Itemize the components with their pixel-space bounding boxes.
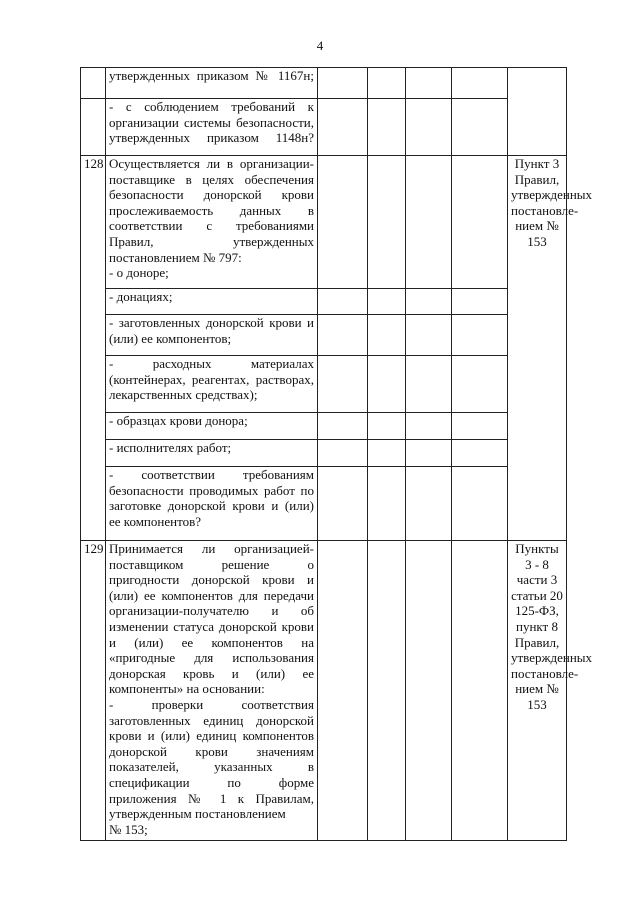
- row-number: 128: [81, 156, 106, 541]
- answer-no-cell: [368, 99, 406, 156]
- question-cell: - исполнителях работ;: [106, 440, 318, 467]
- not-applicable-cell: [406, 356, 452, 413]
- question-cell: - заготовленных донорской крови и (или) ее компонентов;: [106, 315, 318, 356]
- answer-no-cell: [368, 68, 406, 99]
- not-applicable-cell: [406, 289, 452, 315]
- answer-yes-cell: [318, 315, 368, 356]
- question-cell: - образцах крови донора;: [106, 413, 318, 440]
- answer-yes-cell: [318, 356, 368, 413]
- not-applicable-cell: [406, 413, 452, 440]
- answer-yes-cell: [318, 289, 368, 315]
- reference-cell: Пункт 3 Правил, утвержденных постановле-нием № 153: [508, 156, 567, 541]
- question-cell: утвержденных приказом № 1167н;: [106, 68, 318, 99]
- table-row: [81, 289, 567, 315]
- table-row: [81, 156, 567, 289]
- note-cell: [452, 413, 508, 440]
- not-applicable-cell: [406, 156, 452, 289]
- note-cell: [452, 289, 508, 315]
- note-cell: [452, 467, 508, 541]
- table-row: [81, 315, 567, 356]
- not-applicable-cell: [406, 541, 452, 841]
- table-row: [81, 440, 567, 467]
- not-applicable-cell: [406, 99, 452, 156]
- answer-no-cell: [368, 467, 406, 541]
- question-cell: - с соблюдением требований к организации системы безопасности, утвержденных приказом 1148н?: [106, 99, 318, 156]
- not-applicable-cell: [406, 315, 452, 356]
- not-applicable-cell: [406, 467, 452, 541]
- note-cell: [452, 356, 508, 413]
- note-cell: [452, 440, 508, 467]
- answer-no-cell: [368, 541, 406, 841]
- answer-no-cell: [368, 315, 406, 356]
- note-cell: [452, 156, 508, 289]
- row-number: [81, 99, 106, 156]
- note-cell: [452, 315, 508, 356]
- answer-yes-cell: [318, 467, 368, 541]
- question-cell: - расходных материалах (контейнерах, реагентах, растворах, лекарственных средствах);: [106, 356, 318, 413]
- question-cell: - донациях;: [106, 289, 318, 315]
- answer-yes-cell: [318, 68, 368, 99]
- not-applicable-cell: [406, 68, 452, 99]
- answer-no-cell: [368, 289, 406, 315]
- not-applicable-cell: [406, 440, 452, 467]
- note-cell: [452, 68, 508, 99]
- table-row: [81, 356, 567, 413]
- answer-yes-cell: [318, 541, 368, 841]
- note-cell: [452, 99, 508, 156]
- question-cell: - соответствии требованиям безопасности проводимых работ по заготовке донорской крови и (или) ее компонентов?: [106, 467, 318, 541]
- answer-no-cell: [368, 356, 406, 413]
- answer-yes-cell: [318, 156, 368, 289]
- answer-yes-cell: [318, 440, 368, 467]
- row-number: 129: [81, 541, 106, 841]
- question-cell: Осуществляется ли в организации-поставщике в целях обеспечения безопасности донорской крови прослеживаемость данных в соответствии с требованиями Правил, утвержденных постановлением № 797: - о доноре;: [106, 156, 318, 289]
- checklist-table: [80, 67, 593, 841]
- answer-yes-cell: [318, 99, 368, 156]
- table-row: [81, 68, 567, 99]
- table-row: [81, 541, 567, 841]
- answer-yes-cell: [318, 413, 368, 440]
- question-cell: Принимается ли организацией-поставщиком решение о пригодности донорской крови и (или) ее компонентов для передачи организации-получателю и об изменении статуса донорской крови и (или) ее компонентов на «пригодные для использования донорская кровь и (или) ее компоненты» на основании: - проверки соответствия заготовленных единиц донорской крови и (или) единиц компонентов донорской крови значениям показателей, указанных в спецификации по форме приложения № 1 к Правилам, утвержденным постановлением № 153;: [106, 541, 318, 841]
- page-number: 4: [316, 38, 324, 53]
- table-row: [81, 99, 567, 156]
- reference-cell: Пункты 3 - 8 части 3 статьи 20 125-ФЗ, пункт 8 Правил, утвержденных постановле-нием № 153: [508, 541, 567, 841]
- note-cell: [452, 541, 508, 841]
- table-row: [81, 467, 567, 541]
- table-row: [81, 413, 567, 440]
- answer-no-cell: [368, 440, 406, 467]
- row-number: [81, 68, 106, 99]
- reference-cell: [508, 68, 567, 156]
- answer-no-cell: [368, 156, 406, 289]
- answer-no-cell: [368, 413, 406, 440]
